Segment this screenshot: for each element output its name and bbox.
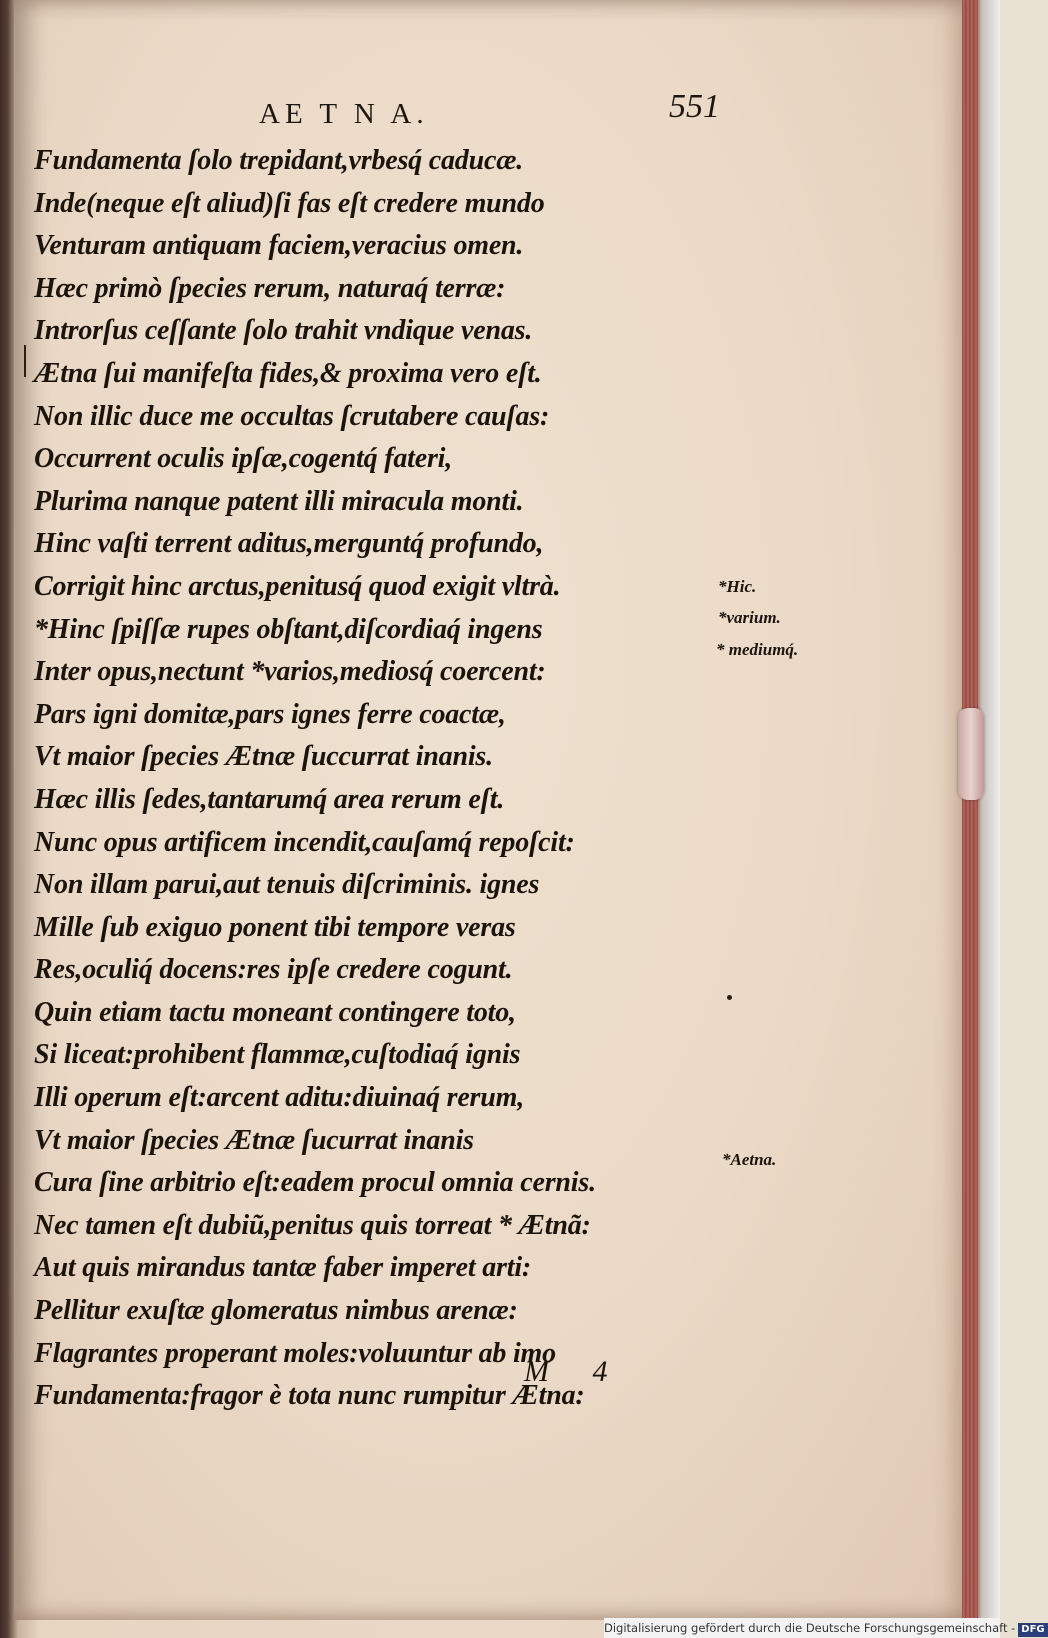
verse-line: Res,oculiq́ docens:res ipſe credere cogunt. <box>34 954 513 986</box>
verse-line: Corrigit hinc arctus,penitusq́ quod exigit vltrà. <box>34 570 561 602</box>
margin-note-varium: *varium. <box>718 608 781 627</box>
verse-line: Vt maior ſpecies Ætnæ ſuccurrat inanis. <box>34 741 493 773</box>
verse-line: *Hinc ſpiſſæ rupes obſtant,diſcordiaq́ ingens <box>34 613 543 645</box>
verse-line: Occurrent oculis ipſæ,cogentq́ fateri, <box>34 443 453 475</box>
verse-line: Non illam parui,aut tenuis diſcriminis. ignes <box>34 869 540 901</box>
footer-credit <box>604 1618 1045 1638</box>
footer-text: Digitalisierung gefördert durch die Deutsche Forschungsgemeinschaft - <box>604 1621 1016 1635</box>
verse-line: Cura ſine arbitrio eſt:eadem procul omnia cernis. <box>34 1167 596 1199</box>
running-head: AE T N A. <box>259 98 429 130</box>
page-number: 551 <box>669 88 720 125</box>
bookmark-tab <box>958 708 984 800</box>
verse-line: Pars igni domitæ,pars ignes ferre coactæ, <box>34 698 506 730</box>
verse-line: Fundamenta ſolo trepidant,vrbesq́ caducæ. <box>34 145 524 176</box>
verse-line: Non illic duce me occultas ſcrutabere cauſas: <box>34 400 550 432</box>
verse-line: Pellitur exuſtæ glomeratus nimbus arenæ: <box>34 1295 518 1327</box>
verse-line: Quin etiam tactu moneant contingere toto, <box>34 996 516 1028</box>
verse-line: Nunc opus artificem incendit,cauſamq́ repoſcit: <box>34 826 575 858</box>
margin-note-medium: * mediumq́. <box>716 640 799 659</box>
verse-line: Flagrantes properant moles:voluuntur ab imo <box>34 1337 556 1369</box>
verse-line: Inter opus,nectunt *varios,mediosq́ coercent: <box>34 656 546 688</box>
verse-block <box>34 140 714 1418</box>
dfg-logo: DFG <box>1018 1623 1047 1637</box>
verse-line: Plurima nanque patent illi miracula monti. <box>34 485 524 517</box>
verse-line: Aut quis mirandus tantæ faber imperet arti: <box>34 1252 532 1284</box>
verse-line: Hæc primò ſpecies rerum, naturaq́ terræ: <box>34 272 506 304</box>
verse-line: Inde(neque eſt aliud)ſi fas eſt credere mundo <box>34 187 545 219</box>
verse-line: Venturam antiquam faciem,veracius omen. <box>34 230 524 262</box>
verse-line: Nec tamen eſt dubiũ,penitus quis torreat * Ætnã: <box>34 1209 591 1241</box>
margin-stroke <box>24 345 26 377</box>
verse-line: Fundamenta:fragor è tota nunc rumpitur Ætna: <box>34 1380 585 1412</box>
margin-note-aetna: *Aetna. <box>722 1150 777 1169</box>
page-edge <box>962 0 978 1620</box>
verse-line: Vt maior ſpecies Ætnæ ſucurrat inanis <box>34 1124 474 1156</box>
verse-line: Ætna ſui manifeſta fides,& proxima vero eſt. <box>34 357 542 389</box>
book-page <box>14 0 964 1620</box>
page-header <box>14 88 964 138</box>
verse-line: Si liceat:prohibent flammæ,cuſtodiaq́ ignis <box>34 1039 521 1071</box>
verse-line: Hinc vaſti terrent aditus,merguntq́ profundo, <box>34 528 544 560</box>
verse-line: Illi operum eſt:arcent aditu:diuinaq́ rerum, <box>34 1082 524 1114</box>
verse-line: Hæc illis ſedes,tantarumq́ area rerum eſt. <box>34 783 505 815</box>
verse-line: Mille ſub exiguo ponent tibi tempore veras <box>34 911 516 943</box>
signature-mark: M 4 <box>524 1355 626 1388</box>
verse-line: Introrſus ceſſante ſolo trahit vndique venas. <box>34 315 533 347</box>
margin-note-hic: *Hic. <box>718 577 757 596</box>
